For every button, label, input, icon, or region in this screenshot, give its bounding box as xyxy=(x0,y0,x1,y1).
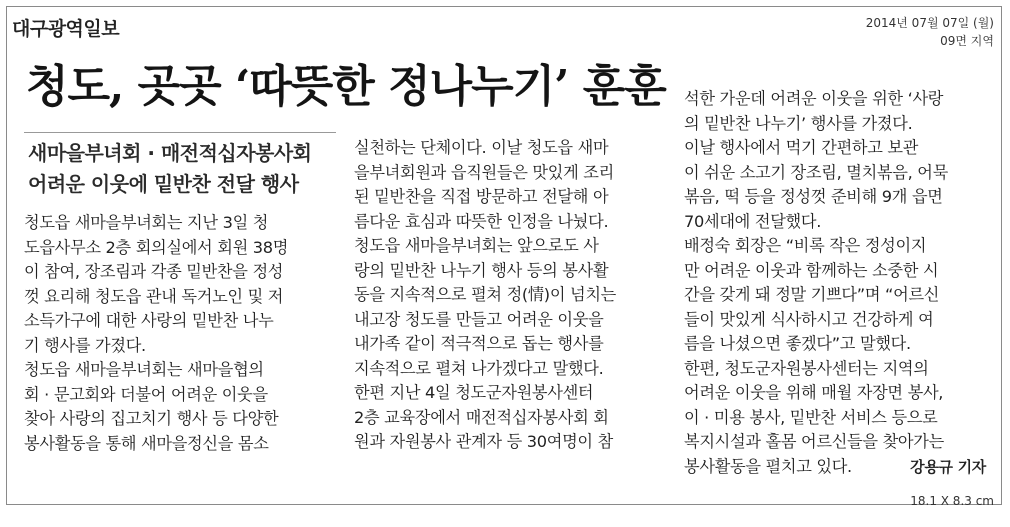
body-line: 도읍사무소 2층 회의실에서 회원 38명 xyxy=(24,237,289,257)
body-line: 이날 행사에서 먹기 간편하고 보관 xyxy=(684,138,919,157)
body-line: 지속적으로 펼쳐 나가겠다고 말했다. xyxy=(354,358,604,378)
body-line: 70세대에 전달했다. xyxy=(684,211,822,231)
body-line: 껏 요리해 청도읍 관내 독거노인 및 저 xyxy=(24,286,284,306)
body-line: 만 어려운 이웃과 함께하는 소중한 시 xyxy=(684,260,939,280)
body-line: 배정숙 회장은 “비록 작은 정성이지 xyxy=(684,236,927,255)
deck-divider xyxy=(24,132,336,133)
body-line-with-byline xyxy=(684,455,996,480)
publication-meta xyxy=(866,14,994,50)
body-line: 원과 자원봉사 관계자 등 30여명이 참 xyxy=(354,432,613,451)
body-line: 청도읍 새마을부녀회는 새마을협의 xyxy=(24,360,264,379)
body-line: 볶음, 떡 등을 정성껏 준비해 9개 읍면 xyxy=(684,187,943,206)
body-column-1 xyxy=(24,211,340,456)
body-line: 동을 지속적으로 펼쳐 정(情)이 넘치는 xyxy=(354,285,617,304)
body-line: 복지시설과 홀몸 어르신들을 찾아가는 xyxy=(684,432,944,451)
body-line: 내가족 같이 적극적으로 돕는 행사를 xyxy=(354,334,604,353)
body-line: 름다운 효심과 따뜻한 인정을 나눴다. xyxy=(354,211,609,231)
clipping-size-note: 18.1 X 8.3 cm xyxy=(910,494,994,508)
body-line: 들이 맛있게 식사하시고 건강하게 여 xyxy=(684,309,934,329)
body-line: 간을 갖게 돼 정말 기쁘다”며 “어르신 xyxy=(684,285,940,304)
body-line: 청도읍 새마을부녀회는 앞으로도 사 xyxy=(354,236,599,255)
article-subheadline xyxy=(28,138,338,200)
body-line: 이 쉬운 소고기 장조림, 멸치볶음, 어묵 xyxy=(684,162,948,182)
body-column-2 xyxy=(354,136,670,455)
subheadline-line: 어려운 이웃에 밑반찬 전달 행사 xyxy=(28,172,299,196)
body-line: 이 참여, 장조림과 각종 밑반찬을 정성 xyxy=(24,262,284,281)
body-line: 름을 나셨으면 좋겠다”고 말했다. xyxy=(684,334,911,353)
body-line: 이 · 미용 봉사, 밑반찬 서비스 등으로 xyxy=(684,407,938,427)
publication-date: 2014년 07월 07일 (월) xyxy=(865,16,994,30)
page-section: 09면 지역 xyxy=(940,34,994,48)
body-line: 랑의 밑반찬 나누기 행사 등의 봉사활 xyxy=(354,260,609,280)
body-line: 을부녀회원과 읍직원들은 맛있게 조리 xyxy=(354,162,614,182)
body-line: 2층 교육장에서 매전적십자봉사회 회 xyxy=(354,407,609,427)
body-line: 청도읍 새마을부녀회는 지난 3일 청 xyxy=(24,213,269,232)
body-line: 봉사활동을 펼치고 있다. xyxy=(684,456,852,476)
body-line: 된 밑반찬을 직접 방문하고 전달해 아 xyxy=(354,187,609,206)
body-line: 회 · 문고회와 더불어 어려운 이웃을 xyxy=(24,384,268,404)
body-line: 한편, 청도군자원봉사센터는 지역의 xyxy=(684,358,929,378)
body-line: 소득가구에 대한 사랑의 밑반찬 나누 xyxy=(24,311,274,330)
body-line: 한편 지난 4일 청도군자원봉사센터 xyxy=(354,383,594,402)
reporter-byline: 강용규 기자 xyxy=(910,457,986,476)
body-line: 의 밑반찬 나누기’ 행사를 가졌다. xyxy=(684,113,913,133)
body-line: 내고장 청도를 만들고 어려운 이웃을 xyxy=(354,309,604,329)
subheadline-line: 새마을부녀회 · 매전적십자봉사회 xyxy=(28,141,312,165)
body-line: 봉사활동을 통해 새마을정신을 몸소 xyxy=(24,433,269,453)
body-line: 석한 가운데 어려운 이웃을 위한 ‘사랑 xyxy=(684,89,944,108)
article-headline: 청도, 곳곳 ‘따뜻한 정나누기’ 훈훈 xyxy=(26,61,666,112)
body-line: 실천하는 단체이다. 이날 청도읍 새마 xyxy=(354,138,609,157)
newspaper-masthead: 대구광역일보 xyxy=(12,18,120,40)
body-column-3 xyxy=(684,87,996,479)
body-line: 기 행사를 가졌다. xyxy=(24,335,146,355)
body-line: 찾아 사랑의 집고치기 행사 등 다양한 xyxy=(24,409,279,428)
body-line: 어려운 이웃을 위해 매월 자장면 봉사, xyxy=(684,383,944,402)
